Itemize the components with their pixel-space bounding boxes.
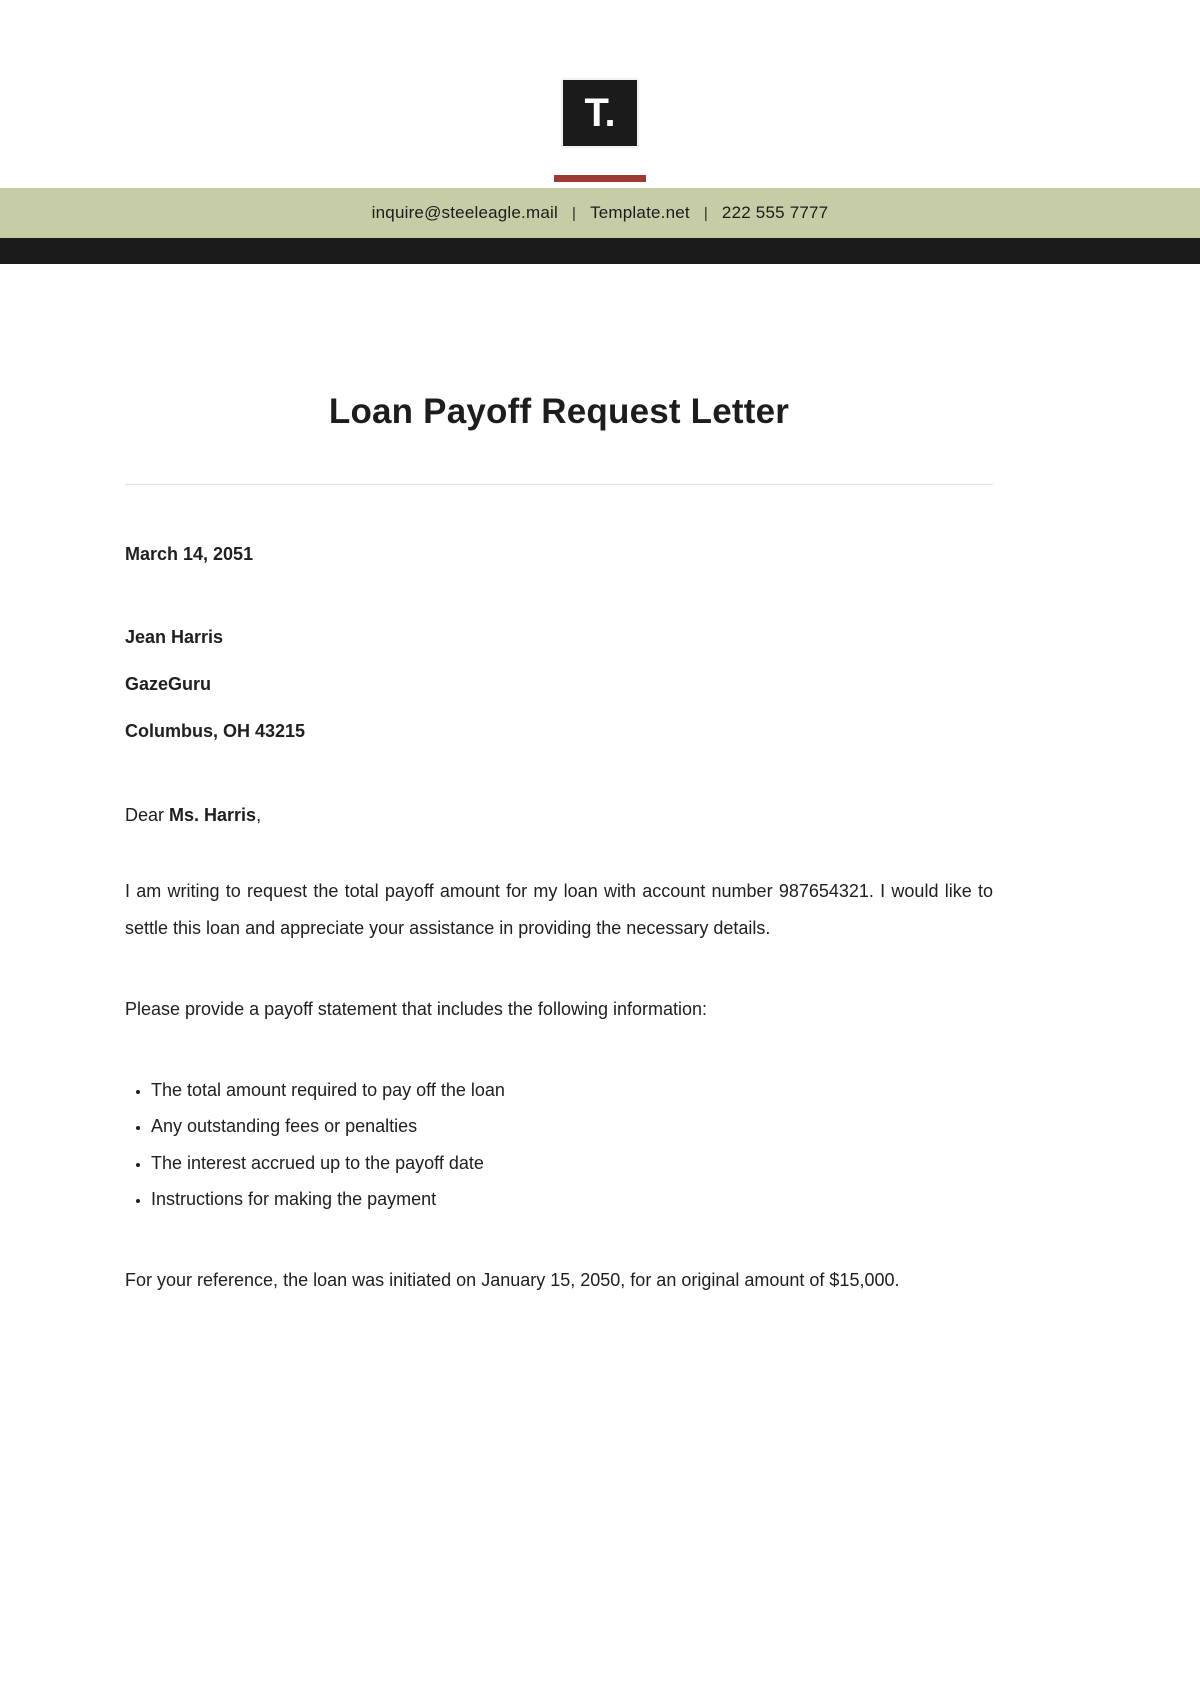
list-item: • The total amount required to pay off the loan: [151, 1072, 993, 1109]
contact-separator: |: [703, 204, 708, 222]
contact-email: inquire@steeleagle.mail: [371, 203, 558, 222]
paragraph-request: I am writing to request the total payoff amount for my loan with account number 987654321. I would like to settle this loan and appreciate your assistance in providing the necessary details.: [125, 881, 993, 938]
list-item: • Instructions for making the payment: [151, 1181, 993, 1218]
paragraph-statement-intro: Please provide a payoff statement that includes the following information:: [125, 998, 708, 1019]
title-divider: [125, 484, 993, 485]
list-item: • Any outstanding fees or penalties: [151, 1108, 993, 1145]
salutation-suffix: ,: [256, 805, 262, 825]
contact-bar: [0, 188, 1200, 238]
paragraph-reference: For your reference, the loan was initiated on January 15, 2050, for an original amount of $15,000.: [125, 1269, 900, 1290]
contact-website: Template.net: [590, 203, 690, 222]
letter-title: Loan Payoff Request Letter: [328, 392, 790, 431]
recipient-address: Columbus, OH 43215: [125, 721, 306, 741]
salutation-name: Ms. Harris: [169, 805, 257, 825]
contact-phone: 222 555 7777: [721, 203, 829, 222]
letter-body: [125, 264, 993, 1419]
payoff-items-list: [125, 1072, 993, 1218]
recipient-block: [125, 624, 993, 745]
logo-text: T.: [584, 91, 616, 135]
logo: [561, 78, 639, 148]
logo-wrap: [0, 0, 1200, 182]
salutation: [125, 802, 993, 829]
letterhead: [0, 0, 1200, 264]
salutation-prefix: Dear: [125, 805, 170, 825]
recipient-company: GazeGuru: [125, 674, 212, 694]
header-dark-bar: [0, 238, 1200, 264]
recipient-name: Jean Harris: [125, 627, 224, 647]
logo-accent-bar: [554, 175, 646, 182]
list-item: • The interest accrued up to the payoff date: [151, 1145, 993, 1182]
contact-separator: |: [571, 204, 577, 222]
letter-date: March 14, 2051: [125, 544, 254, 564]
